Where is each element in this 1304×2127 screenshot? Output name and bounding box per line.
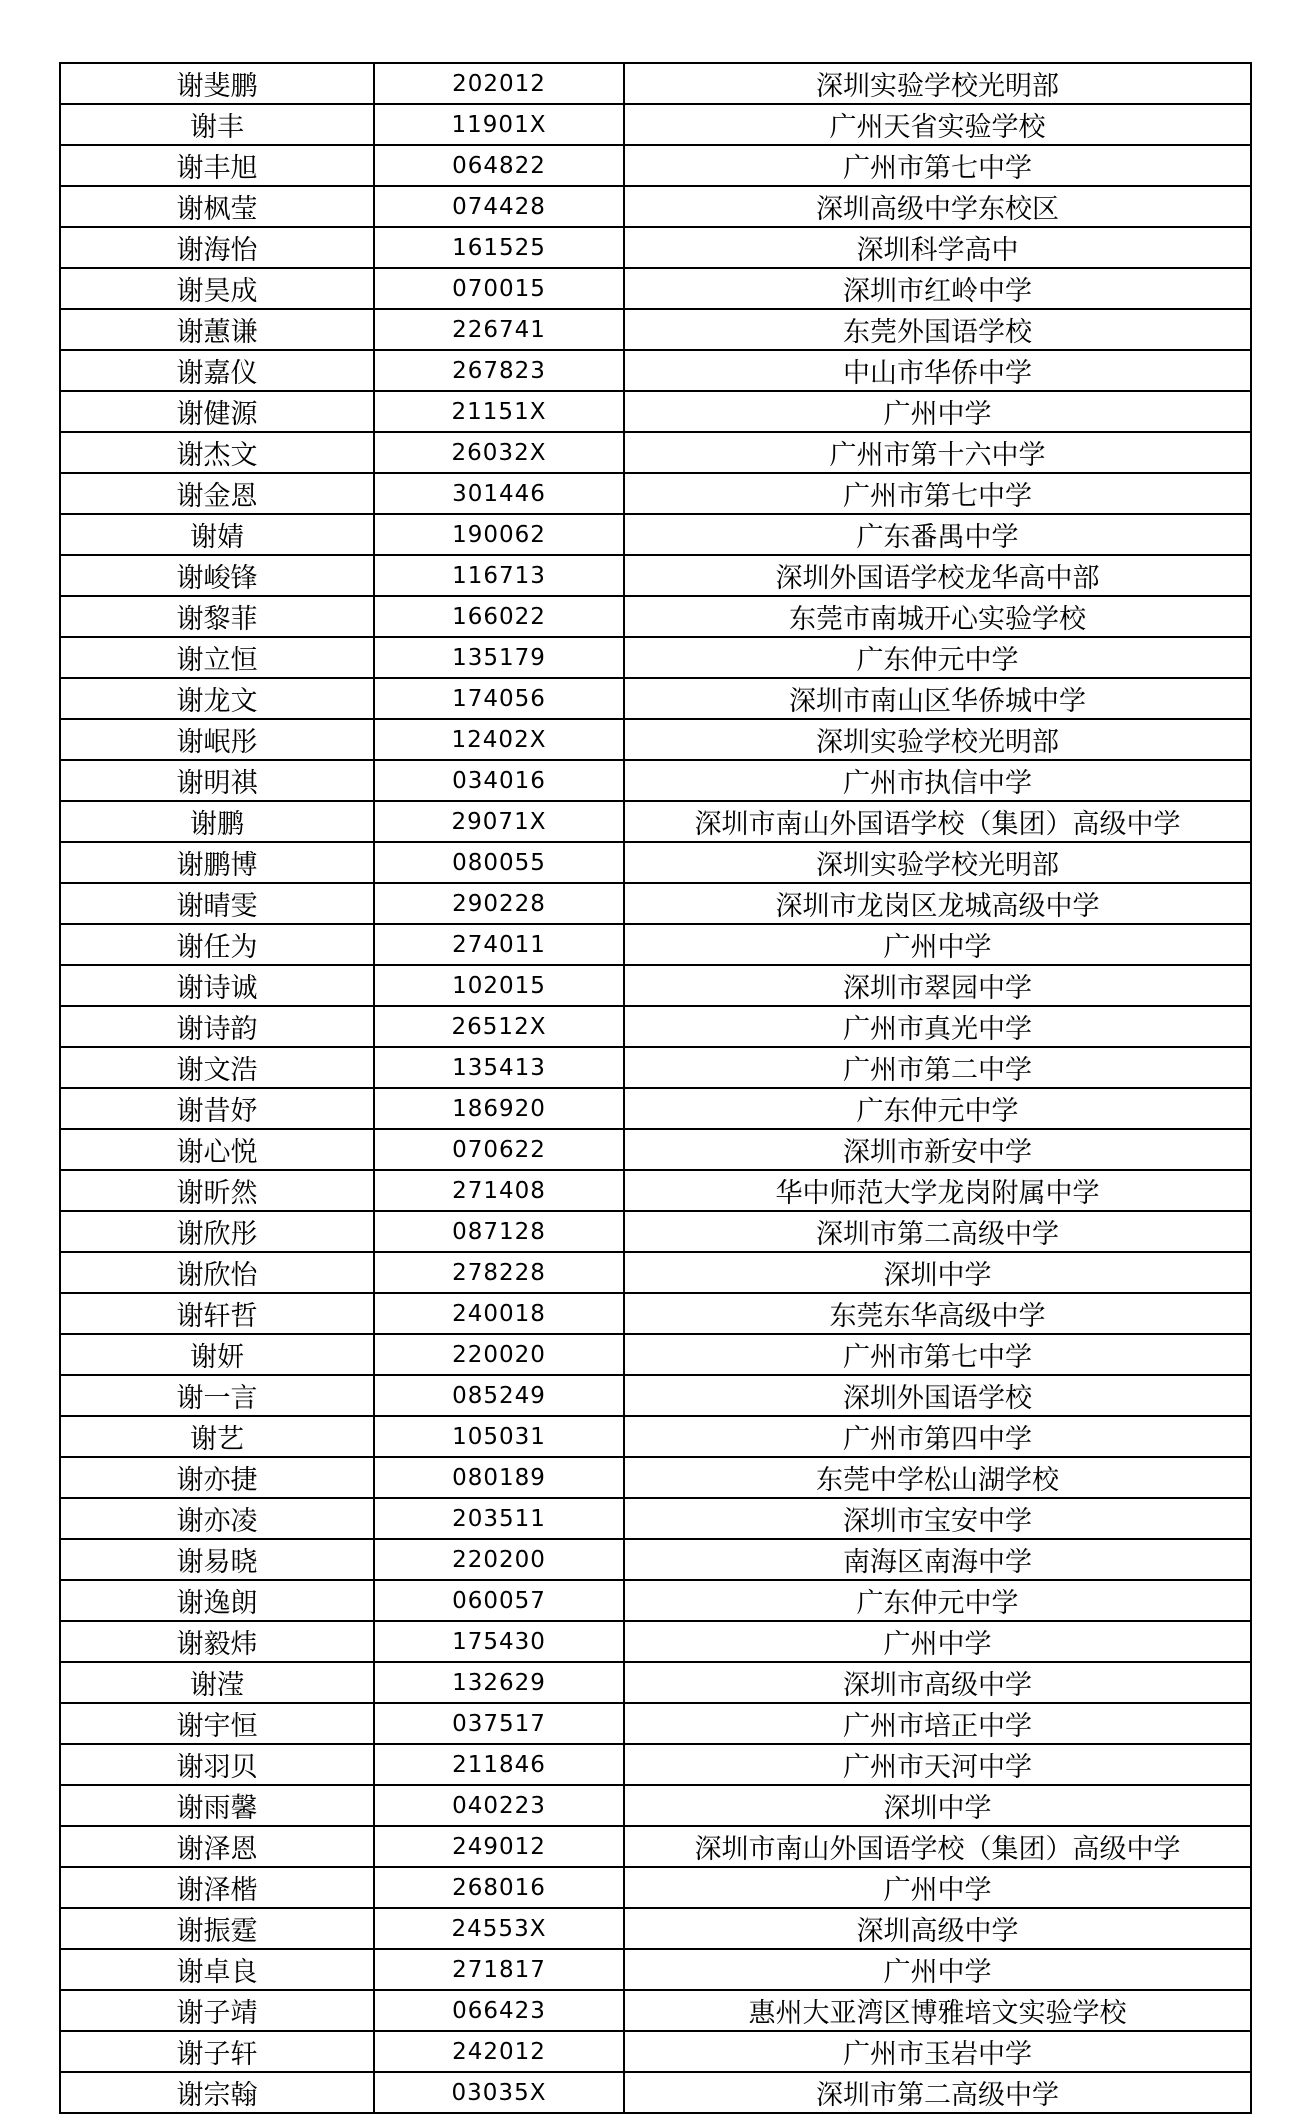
school-name-cell: 广州市培正中学 — [624, 1703, 1251, 1744]
student-table-body — [60, 63, 1251, 2113]
table-row — [60, 1416, 1251, 1457]
student-id-cell: 11901X — [374, 104, 624, 145]
student-id-cell: 240018 — [374, 1293, 624, 1334]
table-row — [60, 1047, 1251, 1088]
table-row — [60, 596, 1251, 637]
school-name-cell: 东莞市南城开心实验学校 — [624, 596, 1251, 637]
student-name-cell: 谢卓良 — [60, 1949, 374, 1990]
student-id-cell: 161525 — [374, 227, 624, 268]
school-name-cell: 华中师范大学龙岗附属中学 — [624, 1170, 1251, 1211]
table-row — [60, 145, 1251, 186]
student-name-cell: 谢健源 — [60, 391, 374, 432]
student-name-cell: 谢鹏 — [60, 801, 374, 842]
student-id-cell: 220020 — [374, 1334, 624, 1375]
school-name-cell: 广州市第七中学 — [624, 473, 1251, 514]
student-id-cell: 060057 — [374, 1580, 624, 1621]
table-row — [60, 924, 1251, 965]
student-id-cell: 135179 — [374, 637, 624, 678]
table-row — [60, 842, 1251, 883]
student-name-cell: 谢婧 — [60, 514, 374, 555]
school-name-cell: 深圳市新安中学 — [624, 1129, 1251, 1170]
school-name-cell: 广州市执信中学 — [624, 760, 1251, 801]
student-id-cell: 242012 — [374, 2031, 624, 2072]
student-id-cell: 064822 — [374, 145, 624, 186]
student-id-cell: 268016 — [374, 1867, 624, 1908]
student-id-cell: 301446 — [374, 473, 624, 514]
table-row — [60, 1375, 1251, 1416]
student-id-cell: 203511 — [374, 1498, 624, 1539]
student-id-cell: 249012 — [374, 1826, 624, 1867]
student-name-cell: 谢一言 — [60, 1375, 374, 1416]
student-name-cell: 谢鹏博 — [60, 842, 374, 883]
student-id-cell: 290228 — [374, 883, 624, 924]
table-row — [60, 2072, 1251, 2113]
school-name-cell: 广州中学 — [624, 1949, 1251, 1990]
table-row — [60, 637, 1251, 678]
table-row — [60, 1580, 1251, 1621]
table-row — [60, 1949, 1251, 1990]
student-name-cell: 谢亦捷 — [60, 1457, 374, 1498]
table-row — [60, 514, 1251, 555]
student-name-cell: 谢昊成 — [60, 268, 374, 309]
school-name-cell: 广东仲元中学 — [624, 637, 1251, 678]
table-row — [60, 883, 1251, 924]
student-id-cell: 080189 — [374, 1457, 624, 1498]
table-row — [60, 965, 1251, 1006]
student-id-cell: 267823 — [374, 350, 624, 391]
school-name-cell: 广州市第十六中学 — [624, 432, 1251, 473]
table-row — [60, 309, 1251, 350]
table-row — [60, 1293, 1251, 1334]
table-row — [60, 678, 1251, 719]
student-id-cell: 066423 — [374, 1990, 624, 2031]
school-name-cell: 深圳市第二高级中学 — [624, 1211, 1251, 1252]
student-table — [59, 62, 1252, 2114]
student-id-cell: 211846 — [374, 1744, 624, 1785]
student-name-cell: 谢泽楷 — [60, 1867, 374, 1908]
student-name-cell: 谢任为 — [60, 924, 374, 965]
student-name-cell: 谢妍 — [60, 1334, 374, 1375]
table-row — [60, 268, 1251, 309]
student-id-cell: 271408 — [374, 1170, 624, 1211]
student-name-cell: 谢泽恩 — [60, 1826, 374, 1867]
student-id-cell: 226741 — [374, 309, 624, 350]
student-name-cell: 谢岷彤 — [60, 719, 374, 760]
student-id-cell: 175430 — [374, 1621, 624, 1662]
student-id-cell: 074428 — [374, 186, 624, 227]
student-id-cell: 186920 — [374, 1088, 624, 1129]
school-name-cell: 深圳市第二高级中学 — [624, 2072, 1251, 2113]
student-name-cell: 谢文浩 — [60, 1047, 374, 1088]
student-id-cell: 29071X — [374, 801, 624, 842]
roster-sheet — [59, 62, 1250, 2114]
student-id-cell: 174056 — [374, 678, 624, 719]
table-row — [60, 1498, 1251, 1539]
student-id-cell: 135413 — [374, 1047, 624, 1088]
table-row — [60, 186, 1251, 227]
student-id-cell: 040223 — [374, 1785, 624, 1826]
table-row — [60, 801, 1251, 842]
student-name-cell: 谢海怡 — [60, 227, 374, 268]
school-name-cell: 广州市真光中学 — [624, 1006, 1251, 1047]
table-row — [60, 1621, 1251, 1662]
table-row — [60, 1744, 1251, 1785]
student-id-cell: 26032X — [374, 432, 624, 473]
student-name-cell: 谢羽贝 — [60, 1744, 374, 1785]
student-name-cell: 谢嘉仪 — [60, 350, 374, 391]
student-name-cell: 谢滢 — [60, 1662, 374, 1703]
table-row — [60, 432, 1251, 473]
student-name-cell: 谢枫莹 — [60, 186, 374, 227]
school-name-cell: 深圳市翠园中学 — [624, 965, 1251, 1006]
student-name-cell: 谢昔妤 — [60, 1088, 374, 1129]
student-id-cell: 03035X — [374, 2072, 624, 2113]
school-name-cell: 深圳外国语学校 — [624, 1375, 1251, 1416]
student-name-cell: 谢毅炜 — [60, 1621, 374, 1662]
school-name-cell: 东莞中学松山湖学校 — [624, 1457, 1251, 1498]
table-row — [60, 1088, 1251, 1129]
student-name-cell: 谢子靖 — [60, 1990, 374, 2031]
student-name-cell: 谢轩哲 — [60, 1293, 374, 1334]
student-name-cell: 谢子轩 — [60, 2031, 374, 2072]
school-name-cell: 东莞外国语学校 — [624, 309, 1251, 350]
table-row — [60, 1662, 1251, 1703]
student-id-cell: 116713 — [374, 555, 624, 596]
table-row — [60, 104, 1251, 145]
table-row — [60, 1867, 1251, 1908]
school-name-cell: 深圳市宝安中学 — [624, 1498, 1251, 1539]
table-row — [60, 1826, 1251, 1867]
student-name-cell: 谢昕然 — [60, 1170, 374, 1211]
student-id-cell: 070622 — [374, 1129, 624, 1170]
school-name-cell: 东莞东华高级中学 — [624, 1293, 1251, 1334]
student-name-cell: 谢艺 — [60, 1416, 374, 1457]
school-name-cell: 广州天省实验学校 — [624, 104, 1251, 145]
school-name-cell: 深圳市南山外国语学校（集团）高级中学 — [624, 801, 1251, 842]
student-name-cell: 谢雨馨 — [60, 1785, 374, 1826]
table-row — [60, 227, 1251, 268]
school-name-cell: 深圳实验学校光明部 — [624, 719, 1251, 760]
student-name-cell: 谢欣彤 — [60, 1211, 374, 1252]
student-name-cell: 谢欣怡 — [60, 1252, 374, 1293]
student-id-cell: 132629 — [374, 1662, 624, 1703]
student-id-cell: 034016 — [374, 760, 624, 801]
school-name-cell: 广州中学 — [624, 924, 1251, 965]
student-name-cell: 谢丰旭 — [60, 145, 374, 186]
table-row — [60, 1006, 1251, 1047]
table-row — [60, 760, 1251, 801]
student-name-cell: 谢宗翰 — [60, 2072, 374, 2113]
school-name-cell: 深圳中学 — [624, 1785, 1251, 1826]
student-name-cell: 谢振霆 — [60, 1908, 374, 1949]
school-name-cell: 深圳实验学校光明部 — [624, 63, 1251, 104]
student-id-cell: 037517 — [374, 1703, 624, 1744]
table-row — [60, 555, 1251, 596]
school-name-cell: 广东番禺中学 — [624, 514, 1251, 555]
school-name-cell: 深圳市高级中学 — [624, 1662, 1251, 1703]
school-name-cell: 广东仲元中学 — [624, 1088, 1251, 1129]
school-name-cell: 深圳高级中学东校区 — [624, 186, 1251, 227]
student-id-cell: 271817 — [374, 1949, 624, 1990]
table-row — [60, 1211, 1251, 1252]
student-id-cell: 102015 — [374, 965, 624, 1006]
table-row — [60, 350, 1251, 391]
student-id-cell: 202012 — [374, 63, 624, 104]
school-name-cell: 广州中学 — [624, 1867, 1251, 1908]
school-name-cell: 深圳市南山外国语学校（集团）高级中学 — [624, 1826, 1251, 1867]
student-name-cell: 谢斐鹏 — [60, 63, 374, 104]
school-name-cell: 南海区南海中学 — [624, 1539, 1251, 1580]
table-row — [60, 1908, 1251, 1949]
school-name-cell: 深圳市红岭中学 — [624, 268, 1251, 309]
school-name-cell: 广州市天河中学 — [624, 1744, 1251, 1785]
school-name-cell: 广州市玉岩中学 — [624, 2031, 1251, 2072]
student-name-cell: 谢诗韵 — [60, 1006, 374, 1047]
table-row — [60, 1129, 1251, 1170]
table-row — [60, 1252, 1251, 1293]
table-row — [60, 391, 1251, 432]
table-row — [60, 473, 1251, 514]
student-name-cell: 谢易晓 — [60, 1539, 374, 1580]
school-name-cell: 广州市第二中学 — [624, 1047, 1251, 1088]
student-id-cell: 190062 — [374, 514, 624, 555]
table-row — [60, 1703, 1251, 1744]
student-id-cell: 274011 — [374, 924, 624, 965]
table-row — [60, 1170, 1251, 1211]
school-name-cell: 深圳市南山区华侨城中学 — [624, 678, 1251, 719]
school-name-cell: 深圳中学 — [624, 1252, 1251, 1293]
school-name-cell: 广州市第七中学 — [624, 1334, 1251, 1375]
table-row — [60, 719, 1251, 760]
table-row — [60, 1990, 1251, 2031]
student-name-cell: 谢宇恒 — [60, 1703, 374, 1744]
student-name-cell: 谢立恒 — [60, 637, 374, 678]
student-id-cell: 105031 — [374, 1416, 624, 1457]
student-name-cell: 谢峻锋 — [60, 555, 374, 596]
school-name-cell: 深圳高级中学 — [624, 1908, 1251, 1949]
school-name-cell: 广州市第七中学 — [624, 145, 1251, 186]
school-name-cell: 中山市华侨中学 — [624, 350, 1251, 391]
student-id-cell: 085249 — [374, 1375, 624, 1416]
student-id-cell: 080055 — [374, 842, 624, 883]
student-name-cell: 谢黎菲 — [60, 596, 374, 637]
student-id-cell: 166022 — [374, 596, 624, 637]
table-row — [60, 1785, 1251, 1826]
student-id-cell: 070015 — [374, 268, 624, 309]
student-id-cell: 12402X — [374, 719, 624, 760]
table-row — [60, 63, 1251, 104]
table-row — [60, 1457, 1251, 1498]
table-row — [60, 1539, 1251, 1580]
student-name-cell: 谢心悦 — [60, 1129, 374, 1170]
school-name-cell: 广州中学 — [624, 1621, 1251, 1662]
student-name-cell: 谢龙文 — [60, 678, 374, 719]
school-name-cell: 广州市第四中学 — [624, 1416, 1251, 1457]
student-id-cell: 21151X — [374, 391, 624, 432]
student-name-cell: 谢丰 — [60, 104, 374, 145]
student-name-cell: 谢诗诚 — [60, 965, 374, 1006]
student-id-cell: 26512X — [374, 1006, 624, 1047]
student-id-cell: 24553X — [374, 1908, 624, 1949]
school-name-cell: 深圳科学高中 — [624, 227, 1251, 268]
student-id-cell: 087128 — [374, 1211, 624, 1252]
student-name-cell: 谢金恩 — [60, 473, 374, 514]
school-name-cell: 广州中学 — [624, 391, 1251, 432]
student-name-cell: 谢晴雯 — [60, 883, 374, 924]
student-id-cell: 220200 — [374, 1539, 624, 1580]
school-name-cell: 广东仲元中学 — [624, 1580, 1251, 1621]
student-name-cell: 谢亦凌 — [60, 1498, 374, 1539]
student-name-cell: 谢杰文 — [60, 432, 374, 473]
table-row — [60, 2031, 1251, 2072]
table-row — [60, 1334, 1251, 1375]
student-id-cell: 278228 — [374, 1252, 624, 1293]
school-name-cell: 深圳实验学校光明部 — [624, 842, 1251, 883]
student-name-cell: 谢蕙谦 — [60, 309, 374, 350]
school-name-cell: 深圳外国语学校龙华高中部 — [624, 555, 1251, 596]
school-name-cell: 惠州大亚湾区博雅培文实验学校 — [624, 1990, 1251, 2031]
student-name-cell: 谢明祺 — [60, 760, 374, 801]
school-name-cell: 深圳市龙岗区龙城高级中学 — [624, 883, 1251, 924]
student-name-cell: 谢逸朗 — [60, 1580, 374, 1621]
